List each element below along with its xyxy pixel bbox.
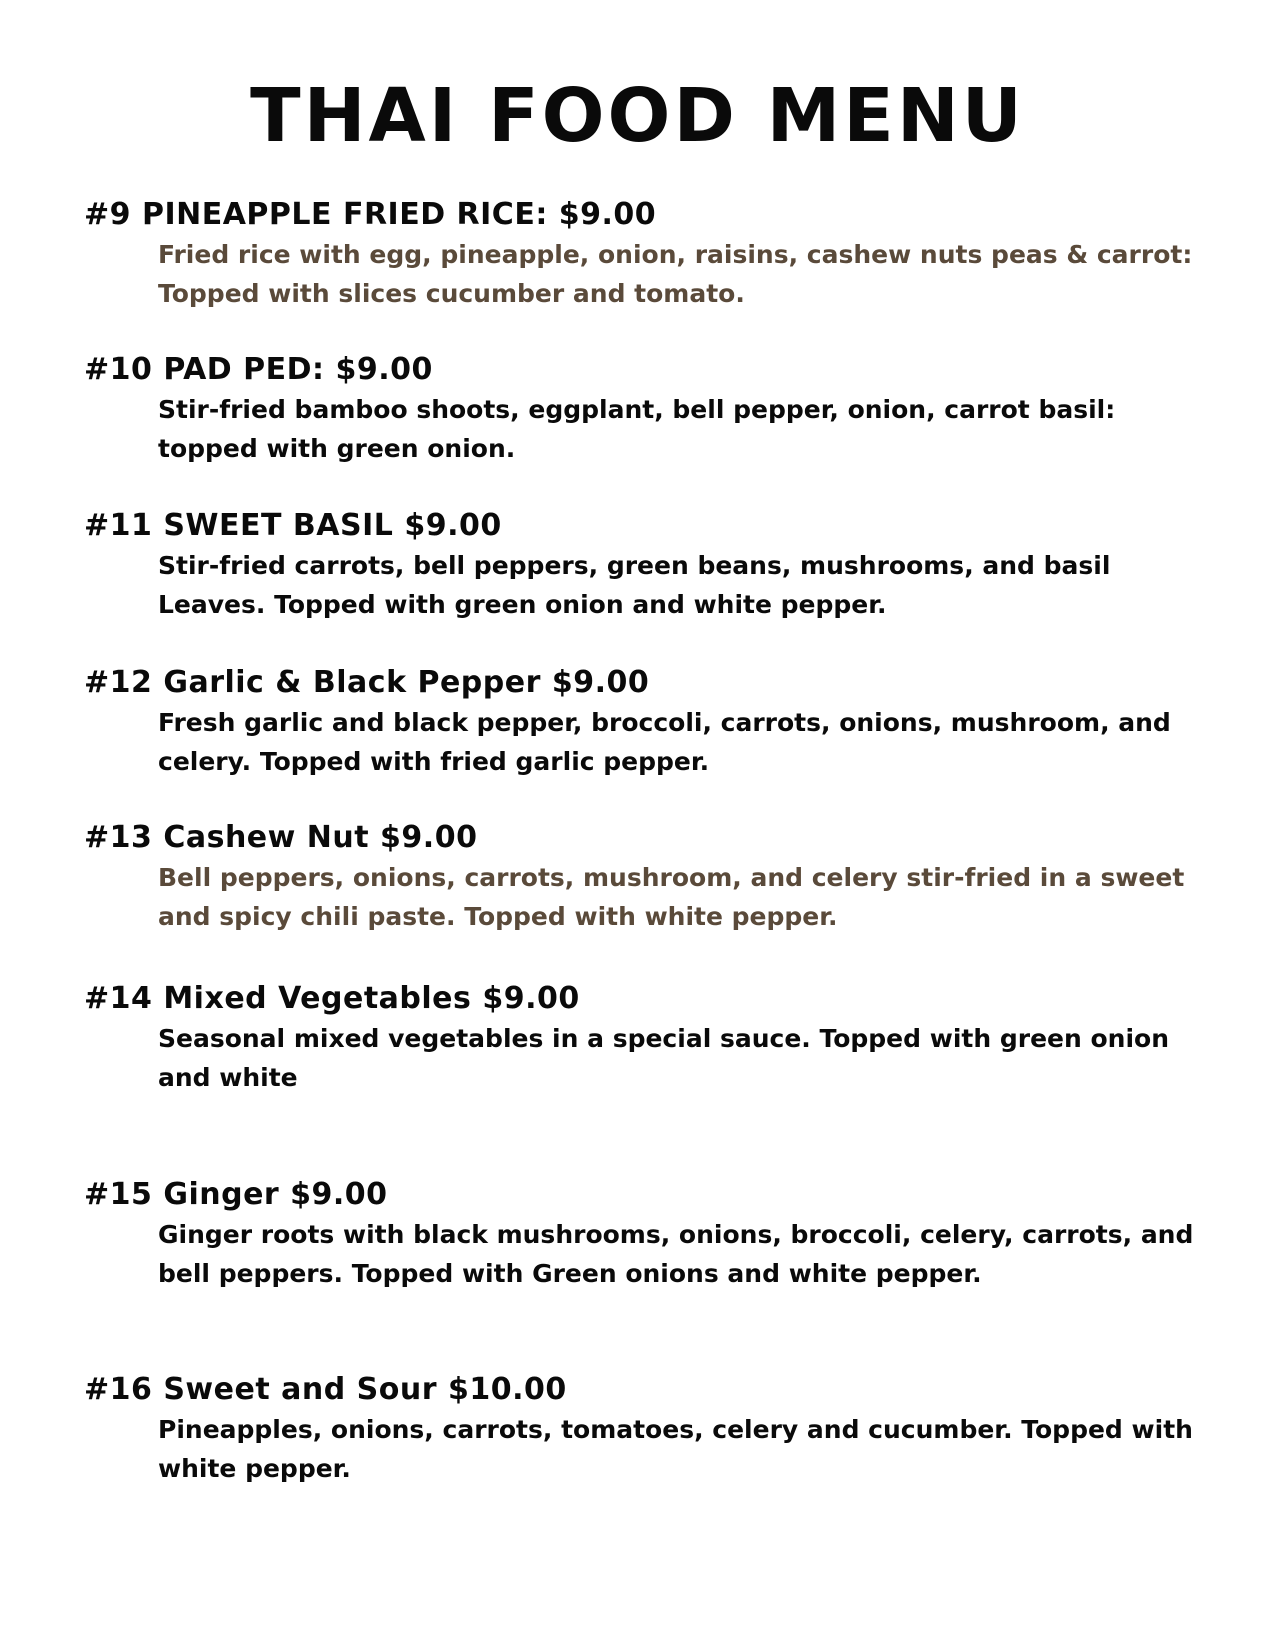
menu-item-12 bbox=[84, 663, 1204, 781]
menu-item-9 bbox=[84, 195, 1204, 313]
item-description: Fresh garlic and black pepper, broccoli, carrots, onions, mushroom, and celery. Topped with fried garlic pepper. bbox=[158, 708, 1171, 776]
menu-item-11 bbox=[84, 506, 1204, 624]
menu-item-14 bbox=[84, 979, 1204, 1097]
item-heading: #15 Ginger $9.00 bbox=[84, 1177, 388, 1212]
item-description: Stir-fried carrots, bell peppers, green beans, mushrooms, and basil Leaves. Topped with green onion and white pepper. bbox=[158, 551, 1111, 619]
menu-item-16 bbox=[84, 1370, 1204, 1488]
item-description: Ginger roots with black mushrooms, onions, broccoli, celery, carrots, and bell peppers. Topped with Green onions and white pepper. bbox=[158, 1220, 1194, 1288]
item-heading: #11 SWEET BASIL $9.00 bbox=[84, 508, 502, 543]
menu-item-10 bbox=[84, 350, 1204, 468]
item-description: Stir-fried bamboo shoots, eggplant, bell pepper, onion, carrot basil: topped with green onion. bbox=[158, 395, 1116, 463]
item-heading: #16 Sweet and Sour $10.00 bbox=[84, 1372, 567, 1407]
item-heading: #9 PINEAPPLE FRIED RICE: $9.00 bbox=[84, 197, 657, 232]
item-heading: #12 Garlic & Black Pepper $9.00 bbox=[84, 665, 650, 700]
menu-item-13 bbox=[84, 818, 1204, 936]
item-description: Pineapples, onions, carrots, tomatoes, celery and cucumber. Topped with white pepper. bbox=[158, 1415, 1193, 1483]
item-description: Seasonal mixed vegetables in a special sauce. Topped with green onion and white bbox=[158, 1024, 1170, 1092]
menu-item-15 bbox=[84, 1175, 1204, 1293]
page-title: THAI FOOD MENU bbox=[250, 73, 1025, 159]
item-description: Bell peppers, onions, carrots, mushroom, and celery stir-fried in a sweet and spicy chili paste. Topped with white pepper. bbox=[158, 863, 1185, 931]
item-heading: #10 PAD PED: $9.00 bbox=[84, 352, 433, 387]
item-description: Fried rice with egg, pineapple, onion, raisins, cashew nuts peas & carrot: Topped with slices cucumber and tomato. bbox=[158, 240, 1193, 308]
item-heading: #13 Cashew Nut $9.00 bbox=[84, 820, 478, 855]
item-heading: #14 Mixed Vegetables $9.00 bbox=[84, 981, 580, 1016]
